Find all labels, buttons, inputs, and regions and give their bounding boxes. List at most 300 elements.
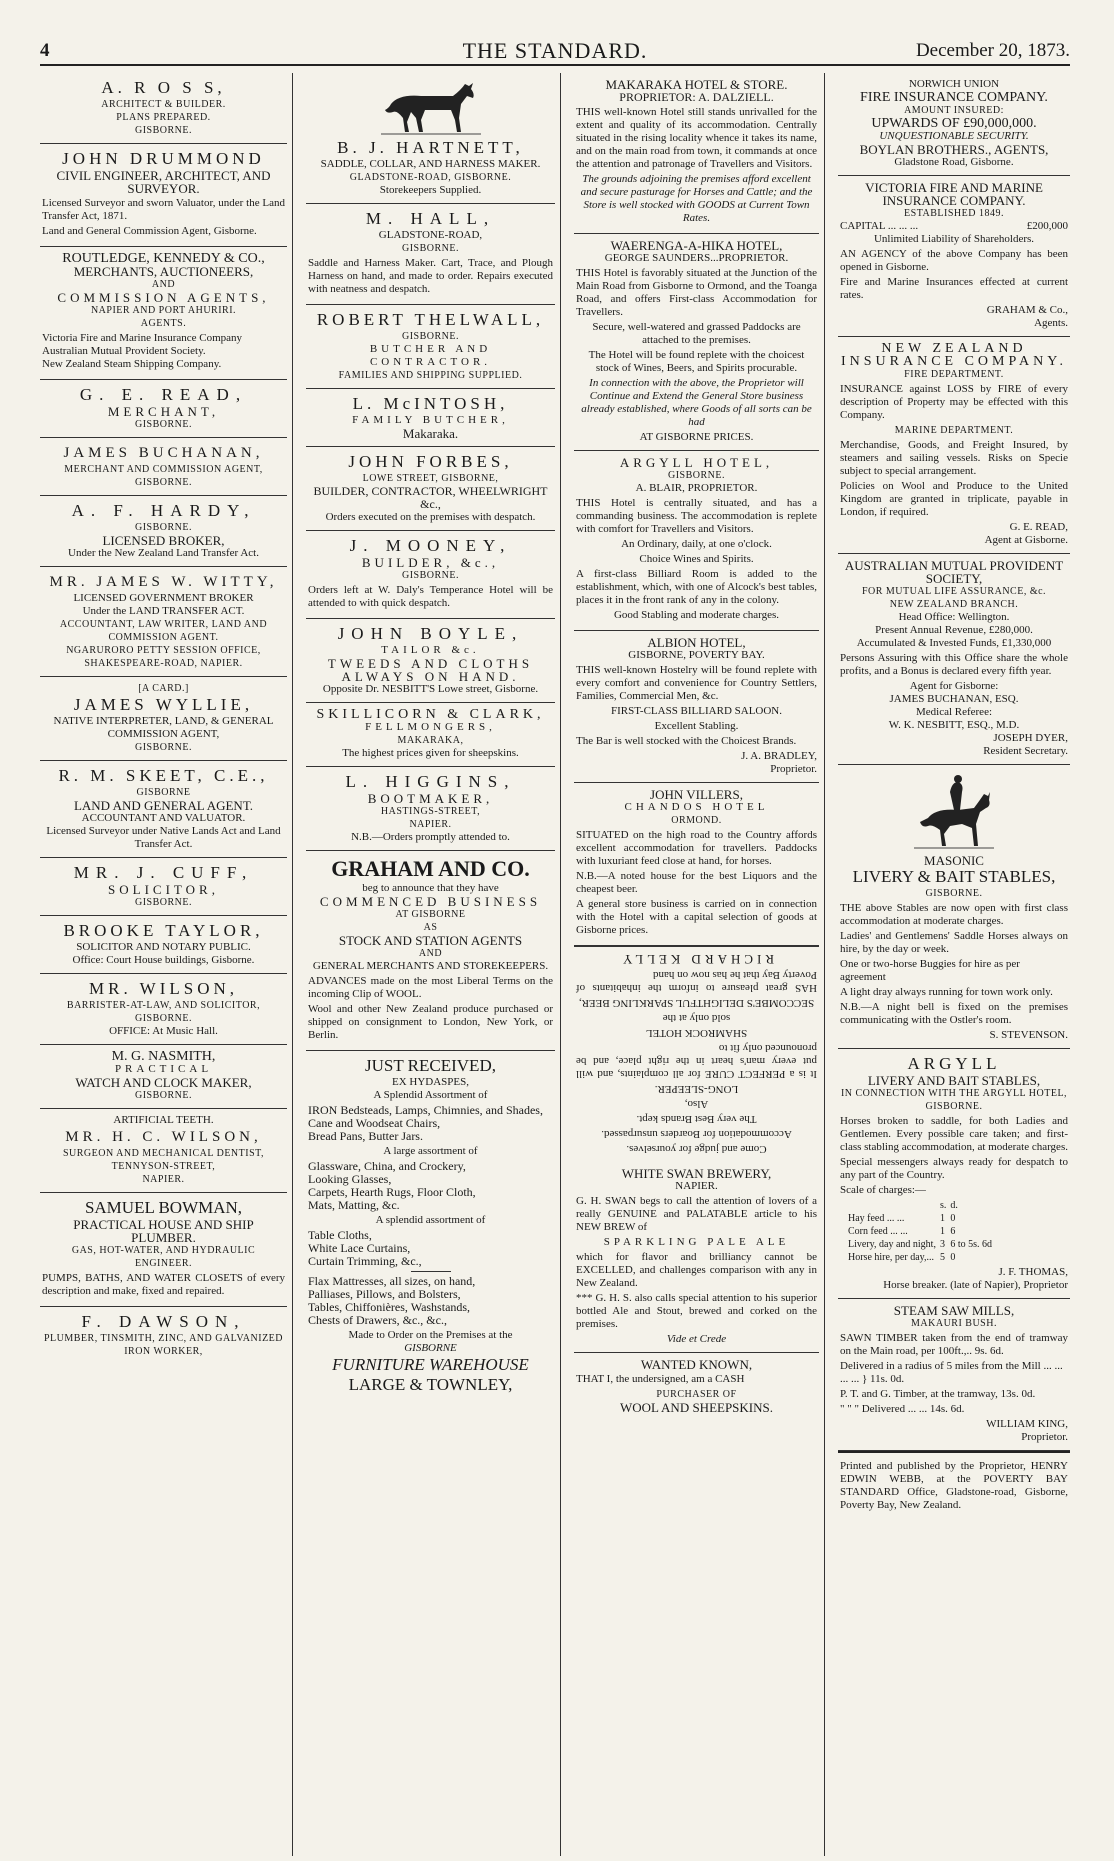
ad-line: AND bbox=[151, 279, 176, 290]
ad-subtitle: BUILDER, &c., bbox=[361, 555, 500, 570]
ad-subtitle: CHANDOS HOTEL bbox=[624, 801, 769, 813]
scale-row bbox=[848, 1225, 996, 1238]
ad-subtitle: PRACTICAL HOUSE AND SHIP PLUMBER. bbox=[73, 1217, 254, 1245]
ad-body: THE above Stables are now open with first class accommodation at moderate charges. bbox=[840, 902, 1068, 927]
ad-line: Gladstone Road, Gisborne. bbox=[894, 156, 1014, 168]
ad-line: OFFICE: At Music Hall. bbox=[109, 1025, 218, 1037]
ad-body: N.B.—A night bell is fixed on the premises communicating with the Ostler's room. bbox=[840, 1001, 1068, 1026]
ad-line: NEW ZEALAND BRANCH. bbox=[889, 599, 1019, 610]
ad-body: Land and General Commission Agent, Gisborne. bbox=[42, 225, 257, 237]
ad-signature: GRAHAM & Co., bbox=[986, 304, 1068, 316]
ad-line: GISBORNE. bbox=[401, 331, 459, 342]
ad-line: PLANS PREPARED. bbox=[116, 112, 211, 123]
ad-title: J. MOONEY, bbox=[349, 536, 512, 555]
ad-subtitle: WATCH AND CLOCK MAKER, bbox=[75, 1075, 252, 1090]
capital-label: CAPITAL ... ... ... bbox=[840, 220, 919, 232]
ad-body: N.B.—A noted house for the best Liquors and the cheapest beer. bbox=[576, 870, 817, 895]
ad-line: PRACTICAL bbox=[114, 1063, 213, 1075]
ad-title: MR. JAMES W. WITTY, bbox=[49, 574, 278, 590]
ad-line: IN CONNECTION WITH THE ARGYLL HOTEL, bbox=[840, 1088, 1068, 1099]
ad-title: SAMUEL BOWMAN, bbox=[84, 1198, 243, 1217]
ad-subtitle: LICENSED GOVERNMENT BROKER bbox=[73, 592, 254, 604]
ad-body: Wool and other New Zealand produce purchased or shipped on consignment to London, New York, or Berlin. bbox=[308, 1003, 553, 1041]
ad-body: In connection with the above, the Proprietor will Continue and Extend the General Store business already established, where Goods of all sorts can be had bbox=[581, 377, 812, 428]
ad-title: NEW ZEALAND bbox=[881, 341, 1027, 356]
ad-line: GISBORNE. bbox=[925, 888, 983, 899]
ad-line: [A CARD.] bbox=[138, 683, 189, 694]
ad-title: A. F. HARDY, bbox=[71, 501, 256, 520]
ad-title: MAKARAKA HOTEL & STORE. bbox=[605, 77, 788, 92]
ad-line: GISBORNE. bbox=[401, 570, 459, 581]
ad-body: " " " Delivered ... ... 14s. 6d. bbox=[840, 1403, 965, 1415]
ad-subtitle: FURNITURE WAREHOUSE bbox=[332, 1355, 529, 1374]
ad-line: GISBORNE. bbox=[134, 419, 192, 430]
scale-cell: d. bbox=[950, 1200, 958, 1211]
ad-subtitle: SPARKLING PALE ALE bbox=[603, 1236, 790, 1248]
ad-boyle bbox=[306, 619, 555, 703]
ad-title: B. J. HARTNETT, bbox=[337, 138, 524, 157]
scale-cell: 0 bbox=[950, 1252, 956, 1263]
ad-line: JAMES BUCHANAN, ESQ. bbox=[889, 693, 1019, 705]
ad-signature: J. F. THOMAS, bbox=[998, 1266, 1068, 1278]
ad-title: AUSTRALIAN MUTUAL PROVIDENT SOCIETY, bbox=[844, 558, 1064, 586]
ad-title: MR. WILSON, bbox=[89, 979, 238, 998]
ad-line: GISBORNE. bbox=[134, 522, 192, 533]
ad-line: GISBORNE. bbox=[134, 477, 192, 488]
ad-makaraka bbox=[574, 73, 819, 234]
scale-title: Scale of charges:— bbox=[840, 1184, 926, 1196]
ad-title: ARGYLL bbox=[907, 1054, 1001, 1073]
ad-line: W. K. NESBITT, ESQ., M.D. bbox=[888, 719, 1020, 731]
ad-subtitle: FOR MUTUAL LIFE ASSURANCE, &c. bbox=[861, 586, 1047, 597]
ad-villers bbox=[574, 783, 819, 946]
ad-signature-title: Proprietor. bbox=[770, 763, 817, 775]
ad-subtitle: BARRISTER-AT-LAW, AND SOLICITOR, bbox=[66, 1000, 261, 1011]
ad-line: SHAKESPEARE-ROAD, NAPIER. bbox=[84, 658, 243, 669]
ad-title: F. DAWSON, bbox=[81, 1312, 246, 1331]
scale-cell: 3 bbox=[939, 1239, 945, 1250]
ad-hartnett bbox=[306, 73, 555, 204]
ad-subtitle: WOOL AND SHEEPSKINS. bbox=[620, 1400, 773, 1415]
ad-brooke bbox=[40, 916, 287, 974]
ad-line: AGENTS. bbox=[140, 318, 187, 329]
ad-just-received bbox=[306, 1051, 555, 1401]
ad-line: Unlimited Liability of Shareholders. bbox=[873, 233, 1035, 245]
ad-subtitle: NATIVE INTERPRETER, LAND, & GENERAL COMMISSION AGENT, bbox=[53, 715, 274, 740]
ad-line: The very Best Brands kept. bbox=[636, 1113, 757, 1125]
ad-line: AS bbox=[423, 922, 438, 933]
scale-cell: 1 bbox=[939, 1226, 945, 1237]
ad-line: A Splendid Assortment of bbox=[373, 1089, 488, 1101]
ad-subtitle: COMMISSION AGENTS, bbox=[57, 290, 270, 305]
ad-line: MASONIC bbox=[924, 853, 984, 868]
ad-skillicorn bbox=[306, 703, 555, 767]
ad-subtitle: STOCK AND STATION AGENTS bbox=[338, 933, 523, 948]
ad-body: Glassware, China, and Crockery, Looking Glasses, Carpets, Hearth Rugs, Floor Cloth, Mats, Matting, &c. bbox=[308, 1159, 476, 1212]
ad-title: L. McINTOSH, bbox=[352, 394, 509, 413]
ad-forbes bbox=[306, 447, 555, 531]
ad-subtitle: ARCHITECT & BUILDER. bbox=[101, 99, 226, 110]
scale-cell: 6 to 5s. 6d bbox=[950, 1239, 993, 1250]
ad-body: Policies on Wool and Produce to the United Kingdom are granted in triplicate, payable in London, if required. bbox=[840, 480, 1068, 518]
ad-body: G. H. SWAN begs to call the attention of lovers of a really GENUINE and PALATABLE article to his NEW BREW of bbox=[576, 1195, 817, 1233]
ad-line: Agent for Gisborne: bbox=[909, 680, 999, 692]
scale-of-charges-table bbox=[848, 1199, 996, 1264]
ad-argyll-hotel bbox=[574, 451, 819, 631]
ad-line: HASTINGS-STREET, bbox=[380, 806, 481, 817]
rider-on-horse-illustration bbox=[914, 772, 994, 852]
ad-title: JUST RECEIVED, bbox=[365, 1056, 496, 1075]
ad-line: Made to Order on the Premises at the bbox=[348, 1329, 513, 1341]
ad-signature-title: Agent at Gisborne. bbox=[984, 534, 1068, 546]
ad-line: ACCOUNTANT, LAW WRITER, LAND AND COMMISSION AGENT. bbox=[59, 619, 268, 643]
ad-title: L. HIGGINS, bbox=[345, 772, 516, 791]
page-number: 4 bbox=[40, 40, 50, 61]
ad-title: JOHN FORBES, bbox=[348, 452, 513, 471]
ad-higgins bbox=[306, 767, 555, 851]
ad-body: The Hotel will be found replete with the choicest stock of Wines, Beers, and Spirits procurable. bbox=[588, 349, 805, 374]
ad-title: ARGYLL HOTEL, bbox=[619, 455, 774, 470]
ad-subtitle: SOLICITOR, bbox=[108, 882, 219, 897]
ad-subtitle: A. BLAIR, PROPRIETOR. bbox=[635, 482, 758, 494]
ad-body: An Ordinary, daily, at one o'clock. bbox=[621, 538, 772, 550]
ad-body: *** G. H. S. also calls special attention to his superior bottled Ale and Stout, brewed and corked on the premises. bbox=[576, 1292, 817, 1330]
ad-line: NAPIER. bbox=[675, 1180, 718, 1192]
ad-title: INSURANCE COMPANY. bbox=[840, 354, 1068, 369]
ad-body: N.B.—Orders promptly attended to. bbox=[351, 831, 510, 843]
ad-title: M. G. NASMITH, bbox=[111, 1049, 216, 1064]
scale-cell: Livery, day and night, bbox=[848, 1239, 936, 1250]
ad-title: M. HALL, bbox=[365, 209, 496, 228]
ad-body: Orders left at W. Daly's Temperance Hotel will be attended to with quick despatch. bbox=[308, 584, 553, 609]
ad-body: HAS great pleasure to inform the inhabitants of Poverty Bay that he has now on hand bbox=[576, 969, 817, 994]
ad-line: TENNYSON-STREET, bbox=[111, 1161, 216, 1172]
ad-line: Head Office: Wellington. bbox=[898, 611, 1010, 623]
issue-date: December 20, 1873. bbox=[915, 40, 1070, 61]
ad-line: Storekeepers Supplied. bbox=[379, 184, 482, 196]
page-header bbox=[40, 38, 1070, 66]
ad-body: The grounds adjoining the premises afford excellent and secure pasturage for Horses and Cattle; and the Store is well stocked with GOODS at Current Town Rates. bbox=[580, 173, 813, 224]
ad-body: Saddle and Harness Maker. Cart, Trace, and Plough Harness on hand, and made to order. Repairs executed with neatness and despatch. bbox=[308, 257, 553, 295]
ad-line: ACCOUNTANT AND VALUATOR. bbox=[81, 812, 246, 824]
ad-body: The Bar is well stocked with the Choicest Brands. bbox=[576, 735, 797, 747]
ad-body: THIS well-known Hotel still stands unrivalled for the extent and quality of its accommodation. Centrally situated in the rising locality whence it takes its name, and on the main road from town, it commands at once the attention and patronage of Travellers and Visitors. bbox=[576, 106, 817, 170]
ad-subtitle: LICENSED BROKER, bbox=[102, 533, 225, 548]
ad-body: Excellent Stabling. bbox=[654, 720, 739, 732]
ad-title: ALBION HOTEL, bbox=[647, 635, 746, 650]
ad-body: A light dray always running for town work only. bbox=[840, 986, 1053, 998]
column-2 bbox=[301, 73, 561, 1856]
ad-subtitle: PROPRIETOR: A. DALZIELL. bbox=[619, 90, 774, 104]
ad-title: WHITE SWAN BREWERY, bbox=[621, 1166, 772, 1181]
ad-subtitle: GENERAL MERCHANTS AND STOREKEEPERS. bbox=[312, 960, 549, 972]
ad-body: It is a PERFECT CURE for all complaints, and will put every man's heart in the right place, and be pronounced only fit to bbox=[576, 1042, 817, 1080]
ad-graham bbox=[306, 851, 555, 1051]
ad-body: One or two-horse Buggies for hire as per agreement bbox=[840, 958, 1020, 983]
ad-title: JOHN BOYLE, bbox=[337, 624, 524, 643]
ad-skeet bbox=[40, 761, 287, 858]
ad-line: A large assortment of bbox=[383, 1145, 478, 1157]
ad-subtitle: TWEEDS AND CLOTHS ALWAYS ON HAND. bbox=[327, 656, 534, 684]
ad-line: TAILOR &c. bbox=[381, 644, 480, 656]
ad-body: SITUATED on the high road to the Country affords excellent accommodation for travellers. Paddocks with luxuriant feed close at hand, for horses. bbox=[576, 829, 817, 867]
ad-amp bbox=[838, 554, 1070, 765]
column-4 bbox=[833, 73, 1070, 1856]
ad-motto: Vide et Crede bbox=[666, 1333, 727, 1345]
ad-line: GISBORNE. bbox=[134, 1013, 192, 1024]
ad-subtitle: SURGEON AND MECHANICAL DENTIST, bbox=[62, 1148, 265, 1159]
ad-title: LIVERY & BAIT STABLES, bbox=[852, 867, 1056, 886]
ad-body: Merchandise, Goods, and Freight Insured, by steamers and sailing vessels. Risks on Specie subject to special arrangement. bbox=[840, 439, 1068, 477]
ad-line: GISBORNE. bbox=[667, 470, 725, 481]
ad-body: ADVANCES made on the most Liberal Terms on the incoming Clip of WOOL. bbox=[308, 975, 553, 1000]
ad-wanted bbox=[574, 1353, 819, 1420]
ad-signature: JOSEPH DYER, bbox=[993, 732, 1068, 744]
ad-wilson bbox=[40, 974, 287, 1045]
ad-signature: WILLIAM KING, bbox=[986, 1418, 1068, 1430]
ad-mooney bbox=[306, 531, 555, 619]
ad-subtitle: AT GISBORNE PRICES. bbox=[639, 431, 754, 443]
ad-line: GISBORNE. bbox=[134, 897, 192, 908]
ad-body: THIS well-known Hostelry will be found replete with every comfort and convenience for Country Settlers, Families, Commercial Men, &c. bbox=[576, 664, 817, 702]
ad-signature-title: Proprietor. bbox=[1021, 1431, 1068, 1443]
horse-illustration bbox=[381, 80, 481, 136]
ad-body: PUMPS, BATHS, AND WATER CLOSETS of every description and make, fixed and repaired. bbox=[42, 1272, 285, 1297]
ad-line: GISBORNE bbox=[404, 1342, 457, 1354]
ad-line: NAPIER AND PORT AHURIRI. bbox=[90, 305, 237, 316]
ad-line: UNQUESTIONABLE SECURITY. bbox=[879, 130, 1029, 142]
ad-line: GISBORNE. bbox=[134, 1090, 192, 1101]
ad-line: NGARURORO PETTY SESSION OFFICE, bbox=[66, 645, 261, 656]
ad-subtitle: SADDLE, COLLAR, AND HARNESS MAKER. bbox=[320, 158, 541, 170]
ad-hcwilson bbox=[40, 1109, 287, 1193]
ad-argyll-stables bbox=[838, 1049, 1070, 1299]
ad-title: FIRE INSURANCE COMPANY. bbox=[860, 90, 1048, 105]
ad-body: The highest prices given for sheepskins. bbox=[342, 747, 519, 759]
ad-witty bbox=[40, 567, 287, 677]
ad-signature-title: Agents. bbox=[1034, 317, 1068, 329]
ad-waerenga bbox=[574, 234, 819, 451]
divider bbox=[411, 1271, 451, 1272]
ad-subtitle: COMMENCED BUSINESS bbox=[319, 894, 542, 909]
ad-subtitle: MERCHANTS, AUCTIONEERS, bbox=[73, 264, 254, 279]
ad-title: JAMES WYLLIE, bbox=[73, 695, 254, 714]
ad-subtitle: LARGE & TOWNLEY, bbox=[348, 1375, 513, 1394]
ad-ross bbox=[40, 73, 287, 144]
ad-body: Ladies' and Gentlemens' Saddle Horses always on hire, by the day or week. bbox=[840, 930, 1068, 955]
ad-title: GRAHAM AND CO. bbox=[331, 856, 530, 881]
ad-line: NAPIER. bbox=[409, 819, 452, 830]
ad-read bbox=[40, 380, 287, 438]
scale-cell: Hay feed ... ... bbox=[848, 1213, 905, 1224]
ad-signature-title: Horse breaker. (late of Napier), Proprietor bbox=[883, 1279, 1068, 1291]
ad-subtitle: MARINE DEPARTMENT. bbox=[894, 425, 1014, 436]
ad-line: NORWICH UNION bbox=[908, 78, 1000, 90]
ad-kelly-upside-down bbox=[574, 946, 819, 1162]
ad-norwich bbox=[838, 73, 1070, 176]
scale-cell: 6 bbox=[950, 1226, 956, 1237]
ad-victoria bbox=[838, 176, 1070, 337]
ad-body: Persons Assuring with this Office share the whole profits, and a Bonus is declared every fifth year. bbox=[840, 652, 1068, 677]
ad-subtitle: GLADSTONE-ROAD, bbox=[378, 229, 483, 241]
ad-title: STEAM SAW MILLS, bbox=[893, 1303, 1015, 1318]
ad-subtitle: GISBORNE, POVERTY BAY. bbox=[628, 649, 765, 661]
ad-body: Secure, well-watered and grassed Paddocks are attached to the premises. bbox=[592, 321, 801, 346]
ad-title: A. R O S S, bbox=[101, 78, 226, 97]
ad-masonic bbox=[838, 765, 1070, 1049]
ad-title: WAERENGA-A-HIKA HOTEL, bbox=[610, 238, 783, 253]
capital-row bbox=[840, 220, 1068, 233]
ad-body: Opposite Dr. NESBITT'S Lowe street, Gisborne. bbox=[322, 683, 539, 695]
ad-buchanan bbox=[40, 438, 287, 496]
ad-body: THIS Hotel is centrally situated, and has a commanding business. The accommodation is replete with comfort for Travellers and Visitors. bbox=[576, 497, 817, 535]
ad-line: Come and judge for yourselves. bbox=[626, 1143, 767, 1155]
ad-subtitle: MERCHANT AND COMMISSION AGENT, bbox=[64, 464, 263, 475]
ad-line: GISBORNE. bbox=[134, 125, 192, 136]
ad-subtitle: BOYLAN BROTHERS., AGENTS, bbox=[859, 142, 1049, 157]
column-1 bbox=[40, 73, 293, 1856]
ad-line: Makaraka. bbox=[402, 426, 459, 441]
ad-signature-title: Resident Secretary. bbox=[983, 745, 1068, 757]
ad-subtitle: MERCHANT, bbox=[107, 404, 220, 419]
ad-body: A general store business is carried on in connection with the Hotel with a capital selection of goods at Gisborne prices. bbox=[576, 898, 817, 936]
scale-cell: Corn feed ... ... bbox=[848, 1226, 908, 1237]
ad-body: Good Stabling and moderate charges. bbox=[613, 609, 780, 621]
ad-body: Licensed Surveyor and sworn Valuator, under the Land Transfer Act, 1871. bbox=[42, 197, 285, 222]
ad-body: THIS Hotel is favorably situated at the Junction of the Main Road from Gisborne to Ormond, and the Toanga Road, and offers First-class Accommodation for Travellers. bbox=[576, 267, 817, 318]
ad-body: Under the New Zealand Land Transfer Act. bbox=[68, 547, 259, 559]
ad-line: beg to announce that they have bbox=[362, 882, 499, 894]
ad-body: Licensed Surveyor under Native Lands Act and Land Transfer Act. bbox=[46, 825, 281, 850]
ad-line: GISBORNE. bbox=[925, 1101, 983, 1112]
ad-subtitle: BUTCHER AND CONTRACTOR. bbox=[369, 343, 492, 368]
scale-cell bbox=[848, 1199, 940, 1212]
ad-line: sold only at the bbox=[662, 1012, 731, 1024]
newspaper-title: THE STANDARD. bbox=[462, 38, 648, 63]
ad-thelwall bbox=[306, 305, 555, 389]
ad-subtitle: FELLMONGERS, bbox=[365, 721, 496, 733]
ad-title: SKILLICORN & CLARK, bbox=[316, 707, 545, 722]
ad-body: Table Cloths, White Lace Curtains, Curtain Trimming, &c., bbox=[308, 1228, 422, 1268]
ad-subtitle: LAND AND GENERAL AGENT. bbox=[73, 798, 254, 813]
ad-white-swan bbox=[574, 1162, 819, 1353]
scale-cell: Horse hire, per day,... bbox=[848, 1252, 934, 1263]
scale-cell: 5 bbox=[939, 1252, 945, 1263]
ad-line: Medical Referee: bbox=[915, 706, 993, 718]
scale-row bbox=[848, 1199, 996, 1212]
ad-line: GISBORNE bbox=[136, 787, 191, 798]
ad-routledge bbox=[40, 247, 287, 380]
imprint-text: Printed and published by the Proprietor, HENRY EDWIN WEBB, at the POVERTY BAY STANDARD Office, Gladstone-road, Gisborne, Poverty Bay, New Zealand. bbox=[840, 1460, 1068, 1511]
ad-line: ARTIFICIAL TEETH. bbox=[113, 1114, 214, 1126]
ad-new-zealand-insurance bbox=[838, 337, 1070, 554]
ad-line: MAKARAKA, bbox=[397, 735, 464, 746]
ad-line: ESTABLISHED 1849. bbox=[904, 208, 1004, 219]
ad-drummond bbox=[40, 144, 287, 247]
ad-line: LONG-SLEEPER. bbox=[654, 1083, 739, 1095]
scale-row bbox=[848, 1251, 996, 1264]
ad-title: JOHN VILLERS, bbox=[650, 787, 743, 802]
ad-title: VICTORIA FIRE AND MARINE INSURANCE COMPANY. bbox=[865, 180, 1043, 208]
ad-line: GISBORNE. bbox=[401, 243, 459, 254]
ad-body: P. T. and G. Timber, at the tramway, 13s. 0d. bbox=[840, 1388, 1036, 1400]
ad-body: FIRST-CLASS BILLIARD SALOON. bbox=[610, 705, 783, 717]
ad-subtitle: FIRE DEPARTMENT. bbox=[904, 369, 1004, 380]
ad-nasmith bbox=[40, 1045, 287, 1109]
ad-subtitle: SOLICITOR AND NOTARY PUBLIC. bbox=[76, 941, 251, 953]
ad-line: A splendid assortment of bbox=[375, 1214, 486, 1226]
ad-line: AMOUNT INSURED: bbox=[904, 105, 1004, 116]
ad-body: Choice Wines and Spirits. bbox=[639, 553, 754, 565]
ad-line: Accommodation for Boarders unsurpassed. bbox=[601, 1128, 792, 1140]
ad-albion bbox=[574, 631, 819, 783]
ad-line: Under the LAND TRANSFER ACT. bbox=[82, 605, 245, 617]
scale-row bbox=[848, 1212, 996, 1225]
ad-subtitle: EX HYDASPES, bbox=[391, 1076, 469, 1088]
ad-subtitle: BOOTMAKER, bbox=[367, 791, 494, 806]
ad-line: Office: Court House buildings, Gisborne. bbox=[72, 954, 255, 966]
ad-body: Orders executed on the premises with despatch. bbox=[325, 511, 536, 523]
ad-title: MR. J. CUFF, bbox=[73, 863, 254, 882]
ad-line: FAMILIES AND SHIPPING SUPPLIED. bbox=[338, 370, 523, 381]
ad-body: Fire and Marine Insurances effected at current rates. bbox=[840, 276, 1068, 301]
ad-title: JOHN DRUMMOND bbox=[62, 149, 265, 168]
ad-body: Special messengers always ready for despatch to any part of the Country. bbox=[840, 1156, 1068, 1181]
ad-line: Present Annual Revenue, £280,000. bbox=[875, 624, 1033, 636]
ad-line: GLADSTONE-ROAD, GISBORNE. bbox=[349, 172, 512, 183]
ad-title: R. M. SKEET, C.E., bbox=[58, 766, 269, 785]
ad-line: GAS, HOT-WATER, AND HYDRAULIC ENGINEER. bbox=[71, 1245, 256, 1269]
ad-body: IRON Bedsteads, Lamps, Chimnies, and Shades, Cane and Woodseat Chairs, Bread Pans, Butter Jars. bbox=[308, 1103, 543, 1143]
capital-value: £200,000 bbox=[1026, 220, 1068, 232]
ad-saw-mills bbox=[838, 1299, 1070, 1451]
ad-body: SAWN TIMBER taken from the end of tramway on the Main road, per 100ft.,.. 9s. 6d. bbox=[840, 1332, 1068, 1357]
ad-line: AT GISBORNE bbox=[395, 909, 466, 920]
ad-title: RICHARD KELLY bbox=[618, 952, 775, 967]
column-3 bbox=[569, 73, 825, 1856]
ad-line: NAPIER. bbox=[142, 1174, 185, 1185]
ad-line: ORMOND. bbox=[671, 815, 722, 826]
scale-row bbox=[848, 1238, 996, 1251]
ad-title: ROBERT THELWALL, bbox=[316, 310, 545, 329]
ad-title: BROOKE TAYLOR, bbox=[63, 921, 264, 940]
ad-line: LOWE STREET, GISBORNE, bbox=[362, 473, 499, 484]
ad-body: AN AGENCY of the above Company has been opened in Gisborne. bbox=[840, 248, 1068, 273]
ad-signature: J. A. BRADLEY, bbox=[741, 750, 817, 762]
ad-dawson bbox=[40, 1307, 287, 1364]
ad-line: AND bbox=[418, 948, 443, 959]
ad-title: JAMES BUCHANAN, bbox=[63, 445, 264, 461]
ad-subtitle: CIVIL ENGINEER, ARCHITECT, AND SURVEYOR. bbox=[56, 168, 271, 196]
ad-body: A first-class Billiard Room is added to the establishment, which, with one of Alcock's best tables, places it in the front rank of any in the colony. bbox=[576, 568, 817, 606]
ad-title: G. E. READ, bbox=[79, 385, 248, 404]
ad-cuff bbox=[40, 858, 287, 916]
ad-signature: G. E. READ, bbox=[1009, 521, 1068, 533]
ad-body: Flax Mattresses, all sizes, on hand, Palliases, Pillows, and Bolsters, Tables, Chiffonières, Washstands, Chests of Drawers, &c., &c., bbox=[308, 1274, 476, 1327]
ad-subtitle: GEORGE SAUNDERS...PROPRIETOR. bbox=[604, 252, 789, 264]
scale-cell: s. bbox=[939, 1200, 947, 1211]
scale-cell: 0 bbox=[950, 1213, 956, 1224]
ad-line: Accumulated & Invested Funds, £1,330,000 bbox=[856, 637, 1052, 649]
scale-cell: 1 bbox=[939, 1213, 945, 1224]
ad-body: which for flavor and brilliancy cannot be EXCELLED, and challenges comparison with any in New Zealand. bbox=[576, 1251, 817, 1289]
ad-line: SECCOMBE'S DELIGHTFUL SPARKLING BEER, bbox=[578, 997, 815, 1009]
ad-body: Horses broken to saddle, for both Ladies and Gentlemen. Every possible care taken; and first-class stabling accommodation, at moderate charges. bbox=[840, 1115, 1068, 1153]
ad-subtitle: BUILDER, CONTRACTOR, WHEELWRIGHT &c., bbox=[313, 484, 548, 511]
ad-line: GISBORNE. bbox=[134, 742, 192, 753]
ad-body: INSURANCE against LOSS by FIRE of every description of Property may be effected with this Company. bbox=[840, 383, 1068, 421]
ad-mcintosh bbox=[306, 389, 555, 447]
